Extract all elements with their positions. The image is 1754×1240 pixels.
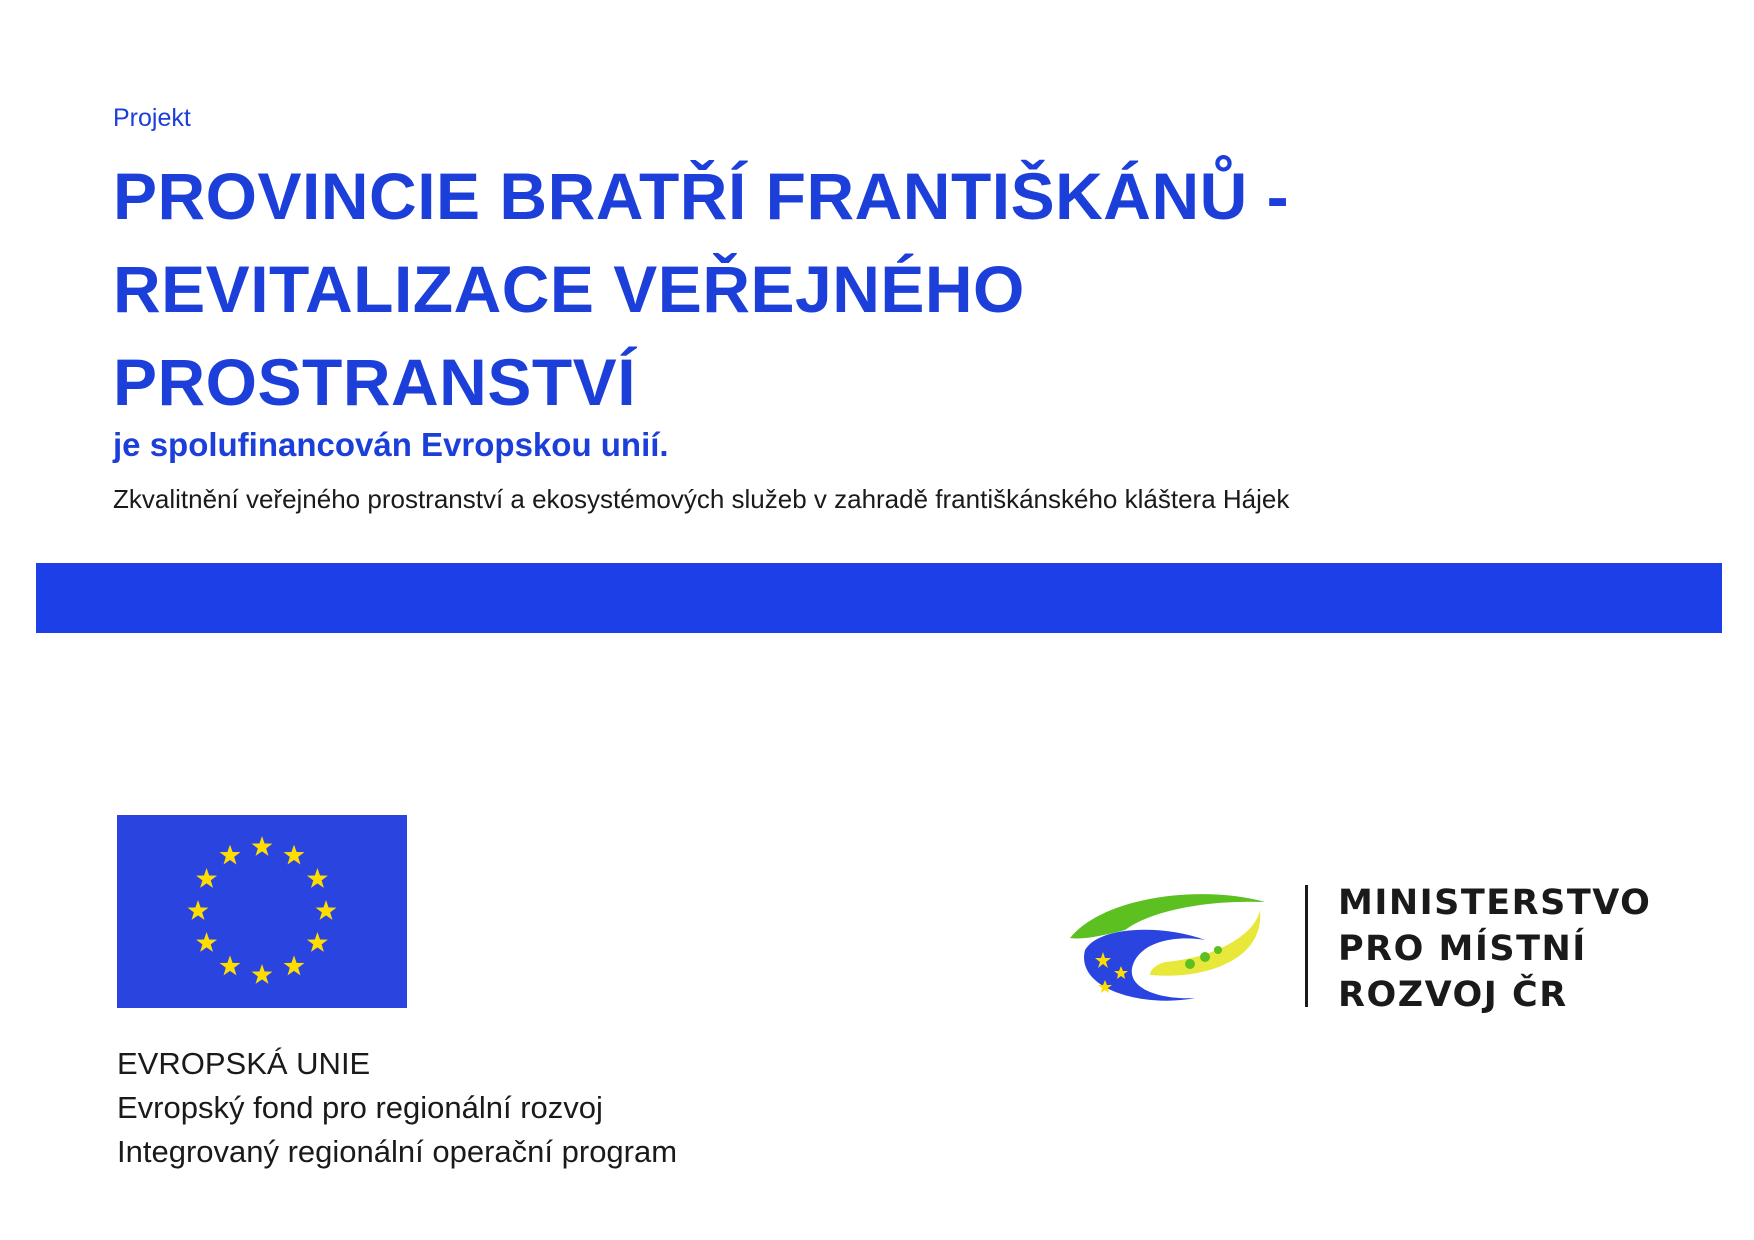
- project-label: Projekt: [113, 104, 191, 132]
- eu-star-icon: [196, 932, 217, 952]
- eu-star-icon: [307, 868, 328, 888]
- mmr-logo-icon: [1065, 880, 1280, 1010]
- eu-text-line: Integrovaný regionální operační program: [117, 1134, 678, 1169]
- eu-star-icon: [188, 900, 209, 920]
- ministry-name-line: PRO MÍSTNÍ: [1338, 929, 1587, 969]
- eu-star-icon: [284, 845, 305, 865]
- cofinanced-statement: je spolufinancován Evropskou unií.: [113, 426, 669, 463]
- project-description: Zkvalitnění veřejného prostranství a ekosystémových služeb v zahradě františkánského kláštera Hájek: [113, 484, 1290, 514]
- project-title: [113, 150, 1413, 429]
- project-title-line: PROSTRANSTVÍ: [113, 345, 637, 419]
- eu-funding-text: [117, 1042, 677, 1174]
- blue-band-divider: [36, 563, 1722, 633]
- eu-star-icon: [252, 836, 273, 856]
- eu-star-icon: [252, 964, 273, 984]
- project-title-line: REVITALIZACE VEŘEJNÉHO: [113, 252, 1025, 326]
- ministry-name-line: MINISTERSTVO: [1338, 883, 1652, 923]
- eu-text-line: EVROPSKÁ UNIE: [117, 1046, 371, 1081]
- eu-star-icon: [220, 845, 241, 865]
- eu-star-icon: [220, 955, 241, 975]
- eu-star-icon: [284, 955, 305, 975]
- eu-star-icon: [307, 932, 328, 952]
- logo-divider: [1305, 885, 1308, 1007]
- ministry-name-line: ROZVOJ ČR: [1338, 975, 1568, 1015]
- ministry-name: [1338, 880, 1651, 1018]
- eu-star-icon: [196, 868, 217, 888]
- eu-star-icon: [316, 900, 337, 920]
- project-title-line: PROVINCIE BRATŘÍ FRANTIŠKÁNŮ -: [113, 159, 1290, 233]
- eu-flag-icon: [117, 815, 407, 1008]
- eu-text-line: Evropský fond pro regionální rozvoj: [117, 1090, 603, 1125]
